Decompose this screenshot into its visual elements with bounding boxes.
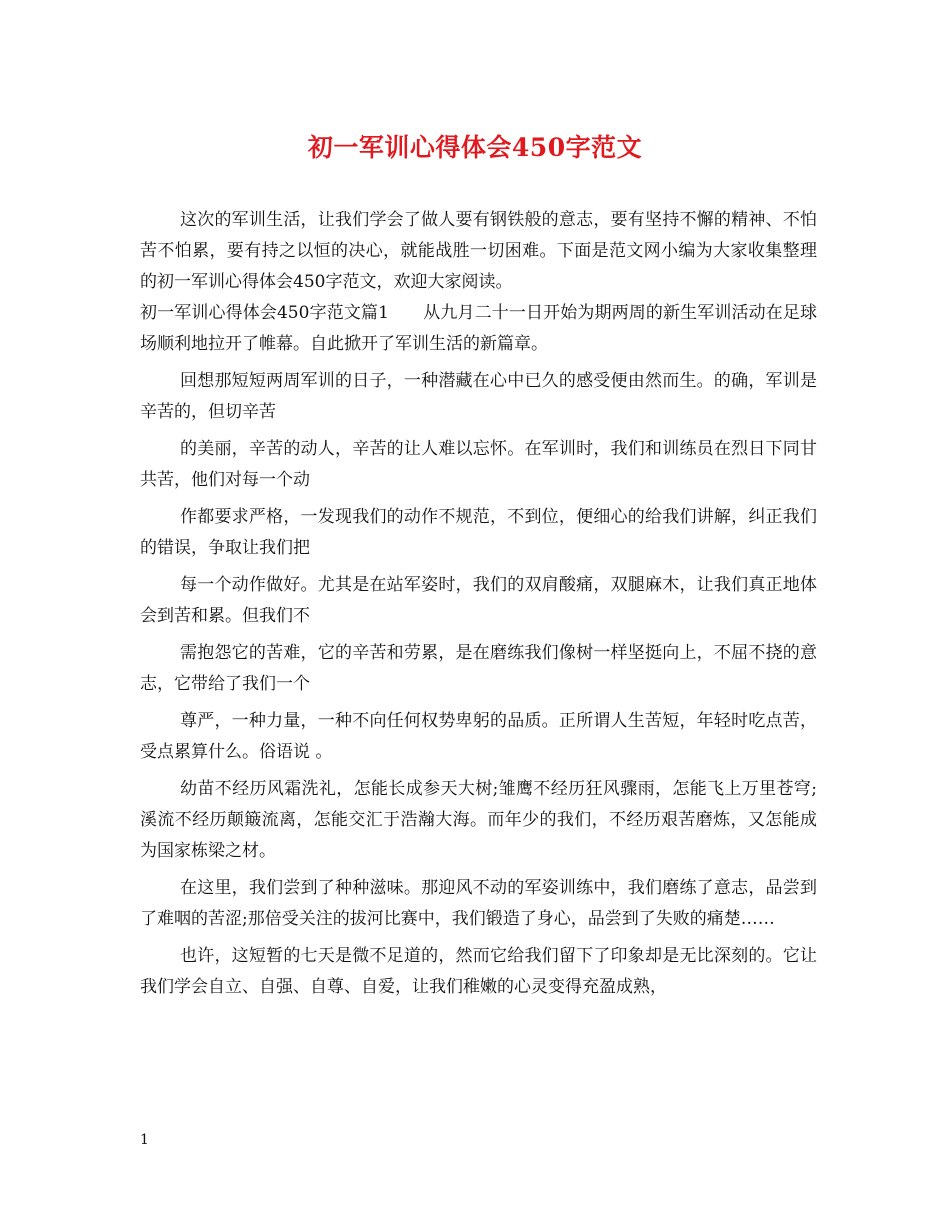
paragraph: 的美丽，辛苦的动人，辛苦的让人难以忘怀。在军训时，我们和训练员在烈日下同甘共苦，他们对每一个动 — [140, 439, 817, 490]
document-body — [140, 205, 817, 1003]
paragraph-article-heading: 初一军训心得体会450字范文篇1 从九月二十一日开始为期两周的新生军训活动在足球场顺利地拉开了帷幕。自此掀开了军训生活的新篇章。 — [140, 303, 817, 354]
paragraph: 需抱怨它的苦难，它的辛苦和劳累，是在磨练我们像树一样坚挺向上，不屈不挠的意志，它带给了我们一个 — [140, 643, 817, 694]
paragraph: 尊严，一种力量，一种不向任何权势卑躬的品质。正所谓人生苦短，年轻时吃点苦，受点累算什么。俗语说 。 — [140, 711, 817, 762]
paragraph: 作都要求严格，一发现我们的动作不规范，不到位，便细心的给我们讲解，纠正我们的错误，争取让我们把 — [140, 507, 817, 558]
paragraph-intro: 这次的军训生活，让我们学会了做人要有钢铁般的意志，要有坚持不懈的精神、不怕苦不怕累，要有持之以恒的决心，就能战胜一切困难。下面是范文网小编为大家收集整理的初一军训心得体会450字范文，欢迎大家阅读。 — [140, 210, 817, 292]
paragraph: 每一个动作做好。尤其是在站军姿时，我们的双肩酸痛，双腿麻木，让我们真正地体会到苦和累。但我们不 — [140, 575, 817, 626]
document-title: 初一军训心得体会450字范文 — [307, 133, 643, 162]
paragraph: 回想那短短两周军训的日子，一种潜藏在心中已久的感受便由然而生。的确，军训是辛苦的，但切辛苦 — [140, 371, 817, 422]
paragraph: 也许，这短暂的七天是微不足道的，然而它给我们留下了印象却是无比深刻的。它让我们学会自立、自强、自尊、自爱，让我们稚嫩的心灵变得充盈成熟， — [140, 946, 817, 997]
paragraph: 在这里，我们尝到了种种滋味。那迎风不动的军姿训练中，我们磨练了意志，品尝到了难咽的苦涩;那倍受关注的拔河比赛中，我们锻造了身心，品尝到了失败的痛楚…… — [140, 878, 817, 929]
paragraph: 幼苗不经历风霜洗礼，怎能长成参天大树;雏鹰不经历狂风骤雨，怎能飞上万里苍穹;溪流不经历颠簸流离，怎能交汇于浩瀚大海。而年少的我们，不经历艰苦磨炼，又怎能成为国家栋梁之材。 — [140, 779, 817, 861]
page-number: 1 — [140, 1132, 149, 1148]
